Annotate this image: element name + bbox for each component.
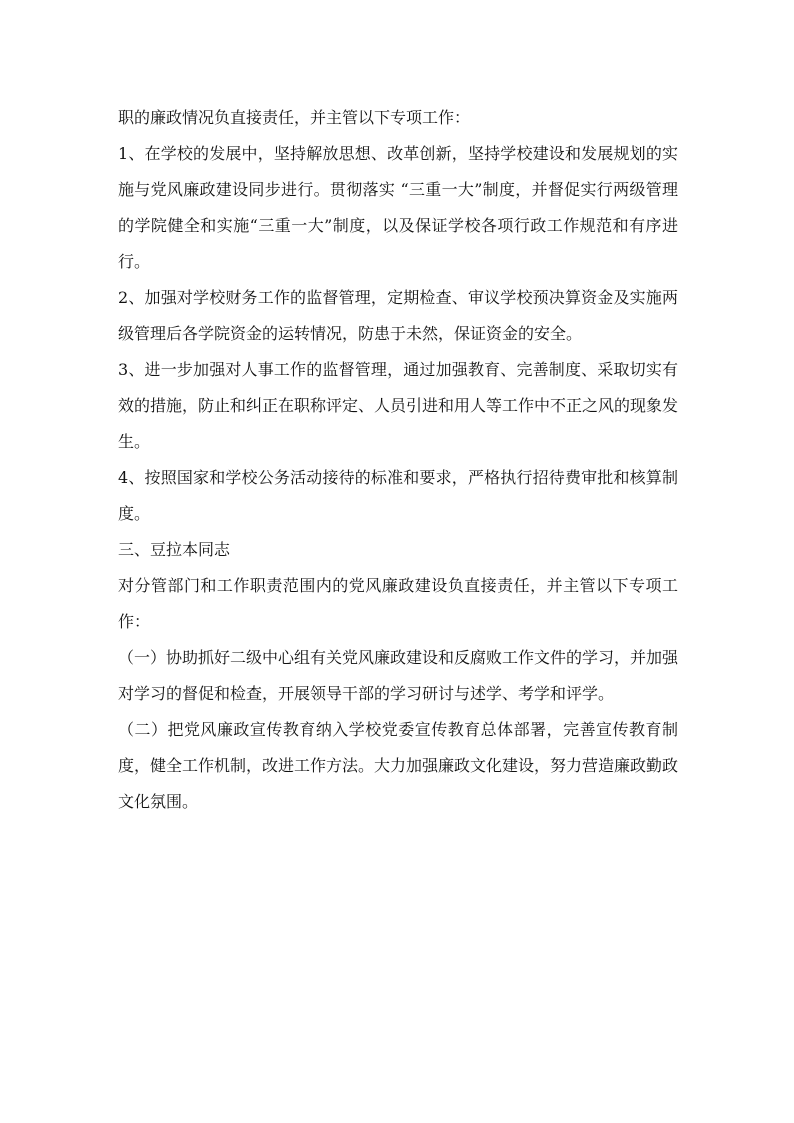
paragraph-item-1: 1、在学校的发展中，坚持解放思想、改革创新，坚持学校建设和发展规划的实施与党风廉政建设同步进行。贯彻落实 “三重一大”制度，并督促实行两级管理的学院健全和实施“三重一大”制度，以及保证学校各项行政工作规范和有序进行。 (118, 144, 678, 271)
paragraph-subitem-1: （一）协助抓好二级中心组有关党风廉政建设和反腐败工作文件的学习，并加强对学习的督促和检查，开展领导干部的学习研讨与述学、考学和评学。 (118, 648, 679, 703)
paragraph-item-3: 3、进一步加强对人事工作的监督管理，通过加强教育、完善制度、采取切实有效的措施，防止和纠正在职称评定、人员引进和用人等工作中不正之风的现象发生。 (118, 360, 679, 451)
section-heading: 三、豆拉本同志 (118, 540, 231, 559)
paragraph-subitem-2: （二）把党风廉政宣传教育纳入学校党委宣传教育总体部署，完善宣传教育制度，健全工作机制，改进工作方法。大力加强廉政文化建设，努力营造廉政勤政文化氛围。 (118, 720, 679, 811)
paragraph-item-4: 4、按照国家和学校公务活动接待的标准和要求，严格执行招待费审批和核算制度。 (118, 468, 678, 523)
paragraph-section-intro: 对分管部门和工作职责范围内的党风廉政建设负直接责任，并主管以下专项工作： (118, 576, 678, 631)
document-body (118, 100, 678, 820)
paragraph-item-2: 2、加强对学校财务工作的监督管理，定期检查、审议学校预决算资金及实施两级管理后各学院资金的运转情况，防患于未然，保证资金的安全。 (118, 288, 678, 343)
paragraph-intro: 职的廉政情况负直接责任，并主管以下专项工作： (118, 108, 471, 127)
